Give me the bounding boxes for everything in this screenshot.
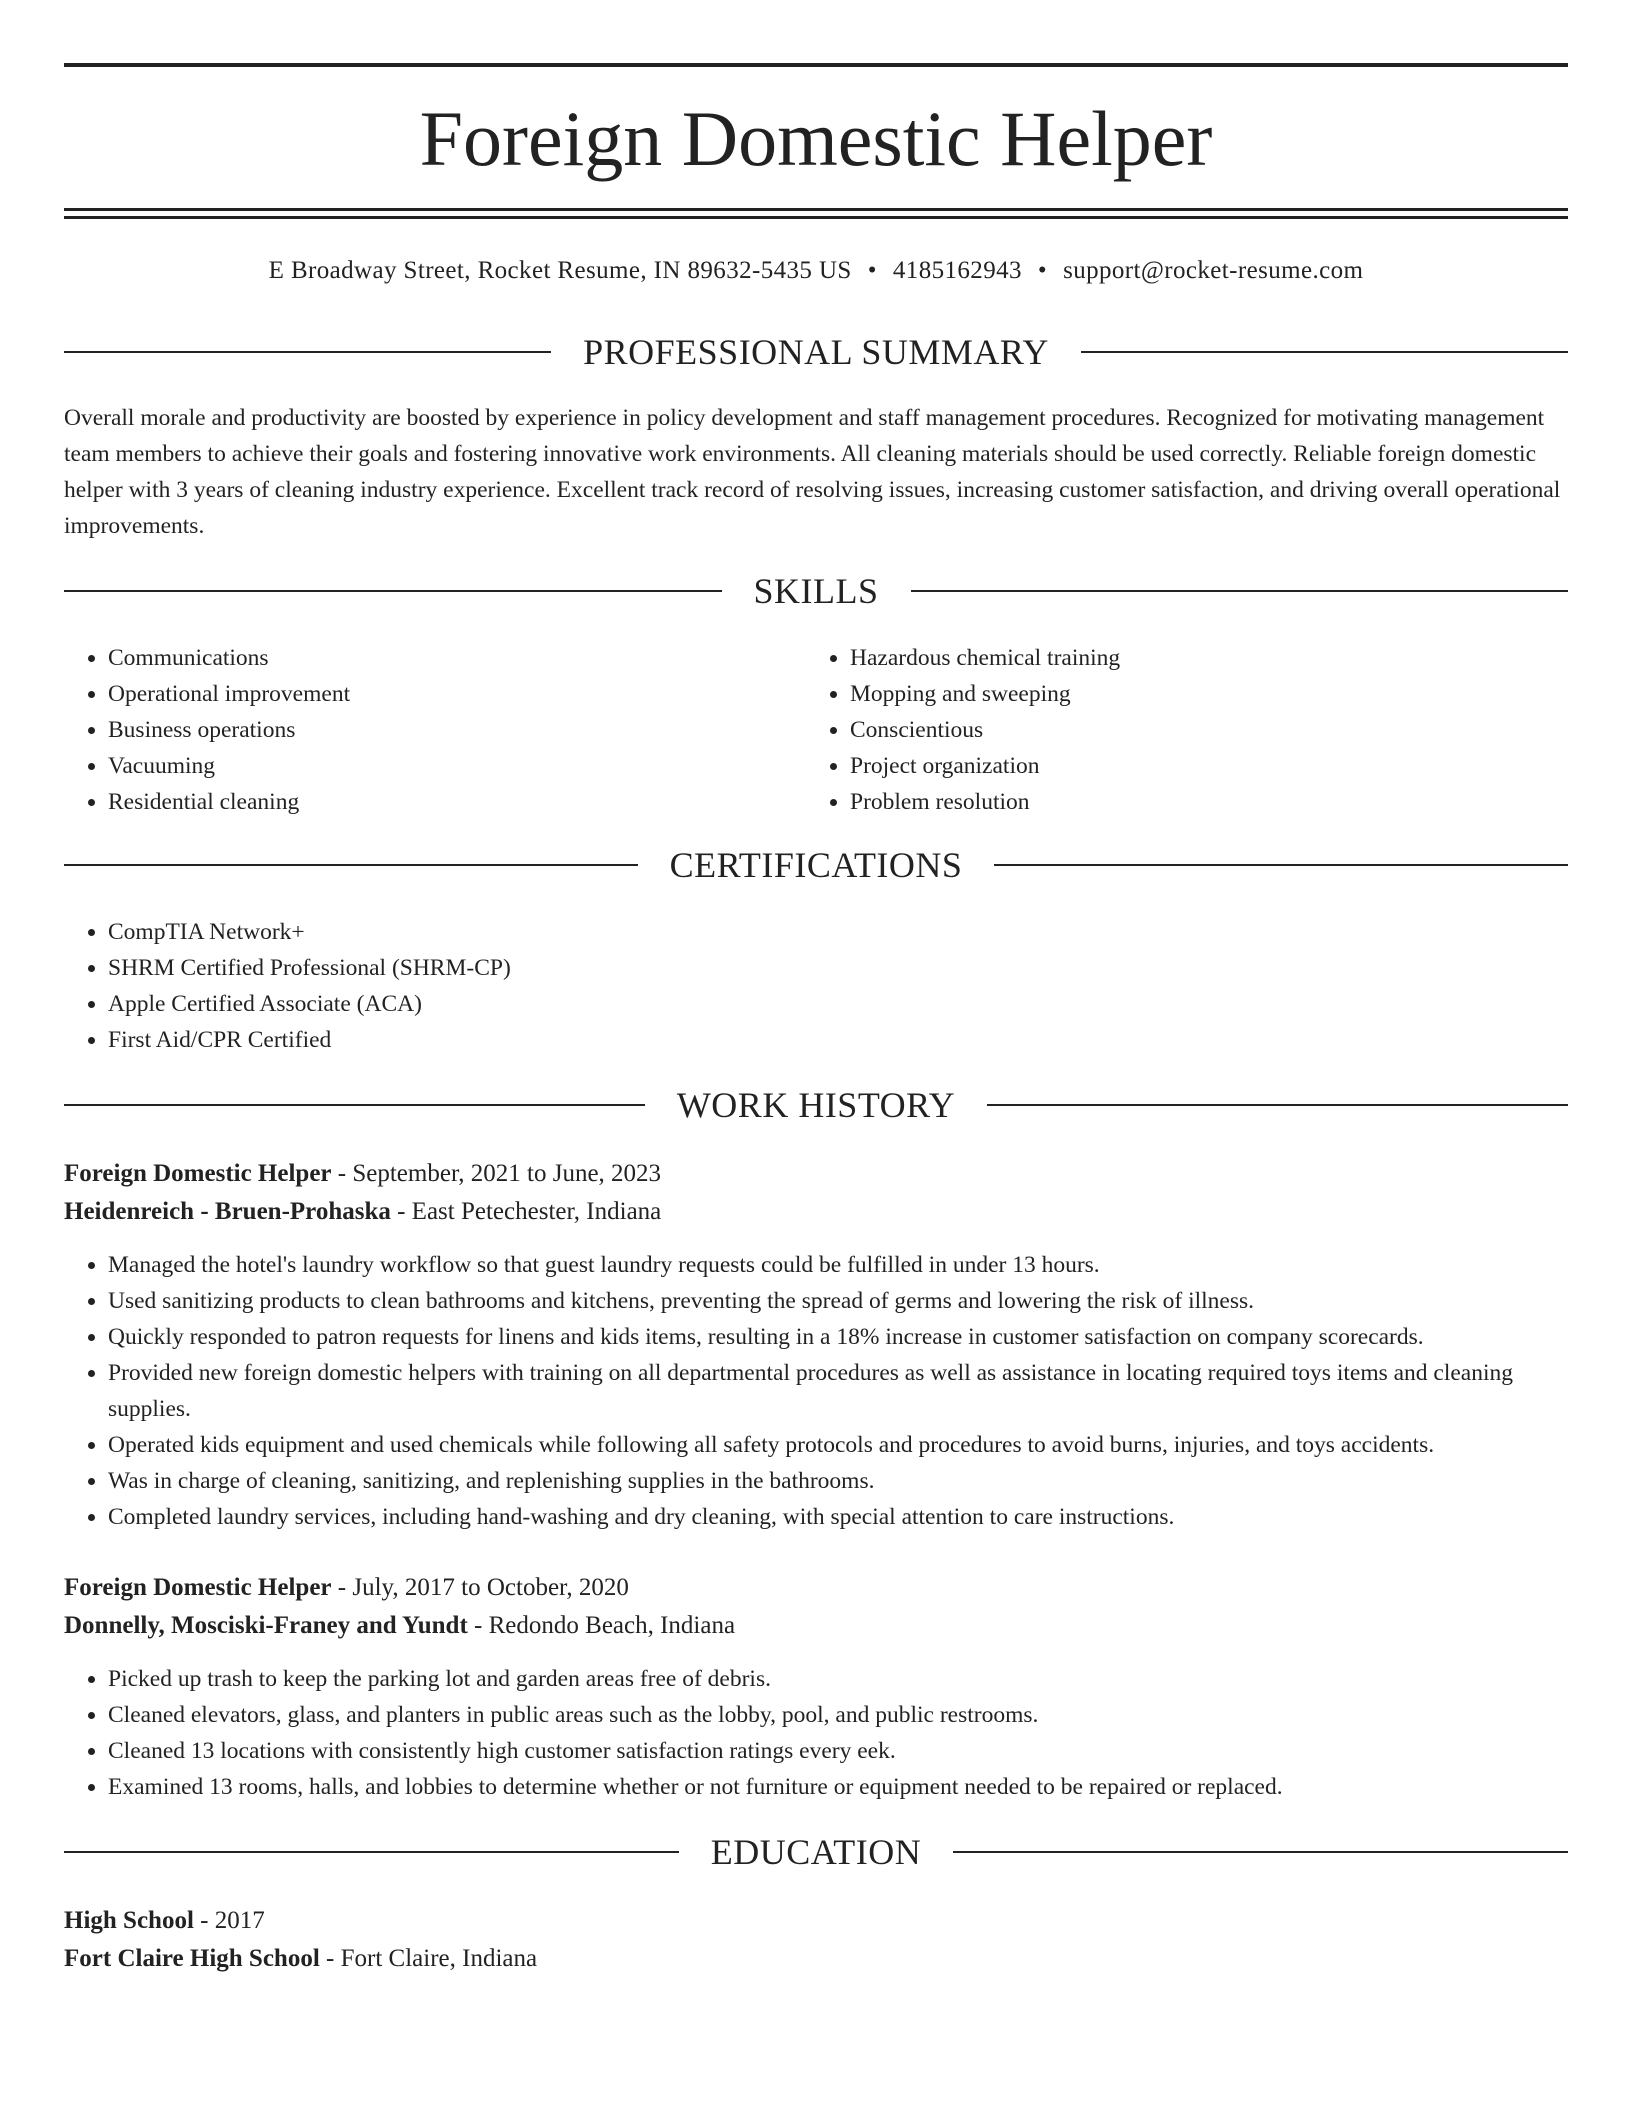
contact-phone: 4185162943 bbox=[892, 257, 1022, 284]
job-bullet: • Picked up trash to keep the parking lot and garden areas free of debris. bbox=[108, 1661, 1568, 1697]
job-title-line bbox=[64, 1155, 1568, 1193]
job-entry-header bbox=[64, 1155, 1568, 1231]
skill-item: • Residential cleaning bbox=[108, 784, 806, 820]
skills-list-right bbox=[806, 640, 1548, 820]
job-bullet: • Was in charge of cleaning, sanitizing, and replenishing supplies in the bathrooms. bbox=[108, 1463, 1568, 1499]
job-bullet: • Examined 13 rooms, halls, and lobbies to determine whether or not furniture or equipment needed to be repaired or replaced. bbox=[108, 1769, 1568, 1805]
header-top-rule bbox=[64, 63, 1568, 67]
education-location: - Fort Claire, Indiana bbox=[319, 1945, 538, 1972]
summary-text: Overall morale and productivity are boosted by experience in policy development and staff management procedures. Recognized for motivating management team members to achieve their goals and fostering innovative work environments. All cleaning materials should be used correctly. Reliable foreign domestic helper with 3 years of cleaning industry experience. Excellent track record of resolving issues, increasing customer satisfaction, and driving overall operational improvements. bbox=[64, 405, 1561, 539]
section-rule-right bbox=[994, 864, 1568, 866]
skills-columns bbox=[64, 640, 1568, 820]
skills-heading: SKILLS bbox=[753, 571, 879, 611]
work-history-heading: WORK HISTORY bbox=[676, 1085, 956, 1125]
certifications-block bbox=[64, 914, 1568, 1058]
job-title: Foreign Domestic Helper bbox=[64, 1574, 332, 1601]
section-rule-right bbox=[953, 1851, 1568, 1853]
work-history-section-header bbox=[64, 1082, 1568, 1128]
job-bullets bbox=[64, 1661, 1568, 1805]
certifications-section-header bbox=[64, 842, 1568, 888]
header-double-rule-upper bbox=[64, 208, 1568, 211]
skill-item: • Business operations bbox=[108, 712, 806, 748]
job-dates: - September, 2021 to June, 2023 bbox=[331, 1160, 662, 1187]
education-section-header bbox=[64, 1829, 1568, 1875]
skill-item: • Operational improvement bbox=[108, 676, 806, 712]
education-degree-line bbox=[64, 1902, 1568, 1940]
section-rule-left bbox=[64, 351, 551, 353]
contact-email: support@rocket-resume.com bbox=[1063, 257, 1364, 284]
job-bullet: • Cleaned 13 locations with consistently high customer satisfaction ratings every eek. bbox=[108, 1733, 1568, 1769]
job-entry-header bbox=[64, 1569, 1568, 1645]
certification-item: • First Aid/CPR Certified bbox=[108, 1022, 1568, 1058]
contact-separator: • bbox=[867, 257, 877, 284]
job-bullet: • Quickly responded to patron requests for linens and kids items, resulting in a 18% increase in customer satisfaction on company scorecards. bbox=[108, 1319, 1568, 1355]
job-location: - East Petechester, Indiana bbox=[390, 1198, 662, 1225]
job-dates: - July, 2017 to October, 2020 bbox=[331, 1574, 629, 1601]
section-rule-right bbox=[1081, 351, 1568, 353]
section-rule-left bbox=[64, 1104, 645, 1106]
education-school-line bbox=[64, 1940, 1568, 1978]
certification-item: • Apple Certified Associate (ACA) bbox=[108, 986, 1568, 1022]
section-rule-left bbox=[64, 1851, 679, 1853]
education-degree: High School bbox=[64, 1907, 194, 1934]
contact-separator: • bbox=[1037, 257, 1048, 284]
education-entry bbox=[64, 1902, 1568, 1978]
education-heading: EDUCATION bbox=[710, 1832, 922, 1872]
section-rule-right bbox=[987, 1104, 1568, 1106]
contact-line bbox=[64, 253, 1568, 289]
skills-column-right bbox=[806, 640, 1548, 820]
job-location: - Redondo Beach, Indiana bbox=[467, 1612, 736, 1639]
job-bullet: • Used sanitizing products to clean bathrooms and kitchens, preventing the spread of germs and lowering the risk of illness. bbox=[108, 1283, 1568, 1319]
skill-item: • Conscientious bbox=[850, 712, 1548, 748]
contact-address: E Broadway Street, Rocket Resume, IN 89632-5435 US bbox=[268, 257, 852, 284]
header-double-rule-lower bbox=[64, 216, 1568, 219]
job-bullet: • Completed laundry services, including hand-washing and dry cleaning, with special attention to care instructions. bbox=[108, 1499, 1568, 1535]
job-company: Donnelly, Mosciski-Franey and Yundt bbox=[64, 1612, 468, 1639]
summary-section-header bbox=[64, 329, 1568, 375]
job-bullet-list bbox=[64, 1247, 1568, 1535]
certifications-heading: CERTIFICATIONS bbox=[669, 845, 963, 885]
skill-item: • Problem resolution bbox=[850, 784, 1548, 820]
job-company: Heidenreich - Bruen-Prohaska bbox=[64, 1198, 391, 1225]
certification-item: • CompTIA Network+ bbox=[108, 914, 1568, 950]
skills-list-left bbox=[64, 640, 806, 820]
skill-item: • Mopping and sweeping bbox=[850, 676, 1548, 712]
education-school: Fort Claire High School bbox=[64, 1945, 320, 1972]
skill-item: • Hazardous chemical training bbox=[850, 640, 1548, 676]
job-bullet: • Managed the hotel's laundry workflow so that guest laundry requests could be fulfilled in under 13 hours. bbox=[108, 1247, 1568, 1283]
job-bullets bbox=[64, 1247, 1568, 1535]
resume-title: Foreign Domestic Helper bbox=[419, 95, 1213, 182]
section-rule-right bbox=[911, 590, 1569, 592]
certifications-list bbox=[64, 914, 1568, 1058]
skills-section-header bbox=[64, 568, 1568, 614]
job-bullet: • Provided new foreign domestic helpers with training on all departmental procedures as well as assistance in locating required toys items and cleaning supplies. bbox=[108, 1355, 1568, 1427]
job-title: Foreign Domestic Helper bbox=[64, 1160, 332, 1187]
skill-item: • Communications bbox=[108, 640, 806, 676]
summary-heading: PROFESSIONAL SUMMARY bbox=[583, 332, 1049, 372]
skill-item: • Project organization bbox=[850, 748, 1548, 784]
job-company-line bbox=[64, 1607, 1568, 1645]
job-bullet: • Cleaned elevators, glass, and planters in public areas such as the lobby, pool, and public restrooms. bbox=[108, 1697, 1568, 1733]
skill-item: • Vacuuming bbox=[108, 748, 806, 784]
job-title-line bbox=[64, 1569, 1568, 1607]
job-company-line bbox=[64, 1193, 1568, 1231]
education-year: - 2017 bbox=[193, 1907, 265, 1934]
job-bullet-list bbox=[64, 1661, 1568, 1805]
job-bullet: • Operated kids equipment and used chemicals while following all safety protocols and procedures to avoid burns, injuries, and toys accidents. bbox=[108, 1427, 1568, 1463]
section-rule-left bbox=[64, 864, 638, 866]
certification-item: • SHRM Certified Professional (SHRM-CP) bbox=[108, 950, 1568, 986]
section-rule-left bbox=[64, 590, 722, 592]
skills-column-left bbox=[64, 640, 806, 820]
